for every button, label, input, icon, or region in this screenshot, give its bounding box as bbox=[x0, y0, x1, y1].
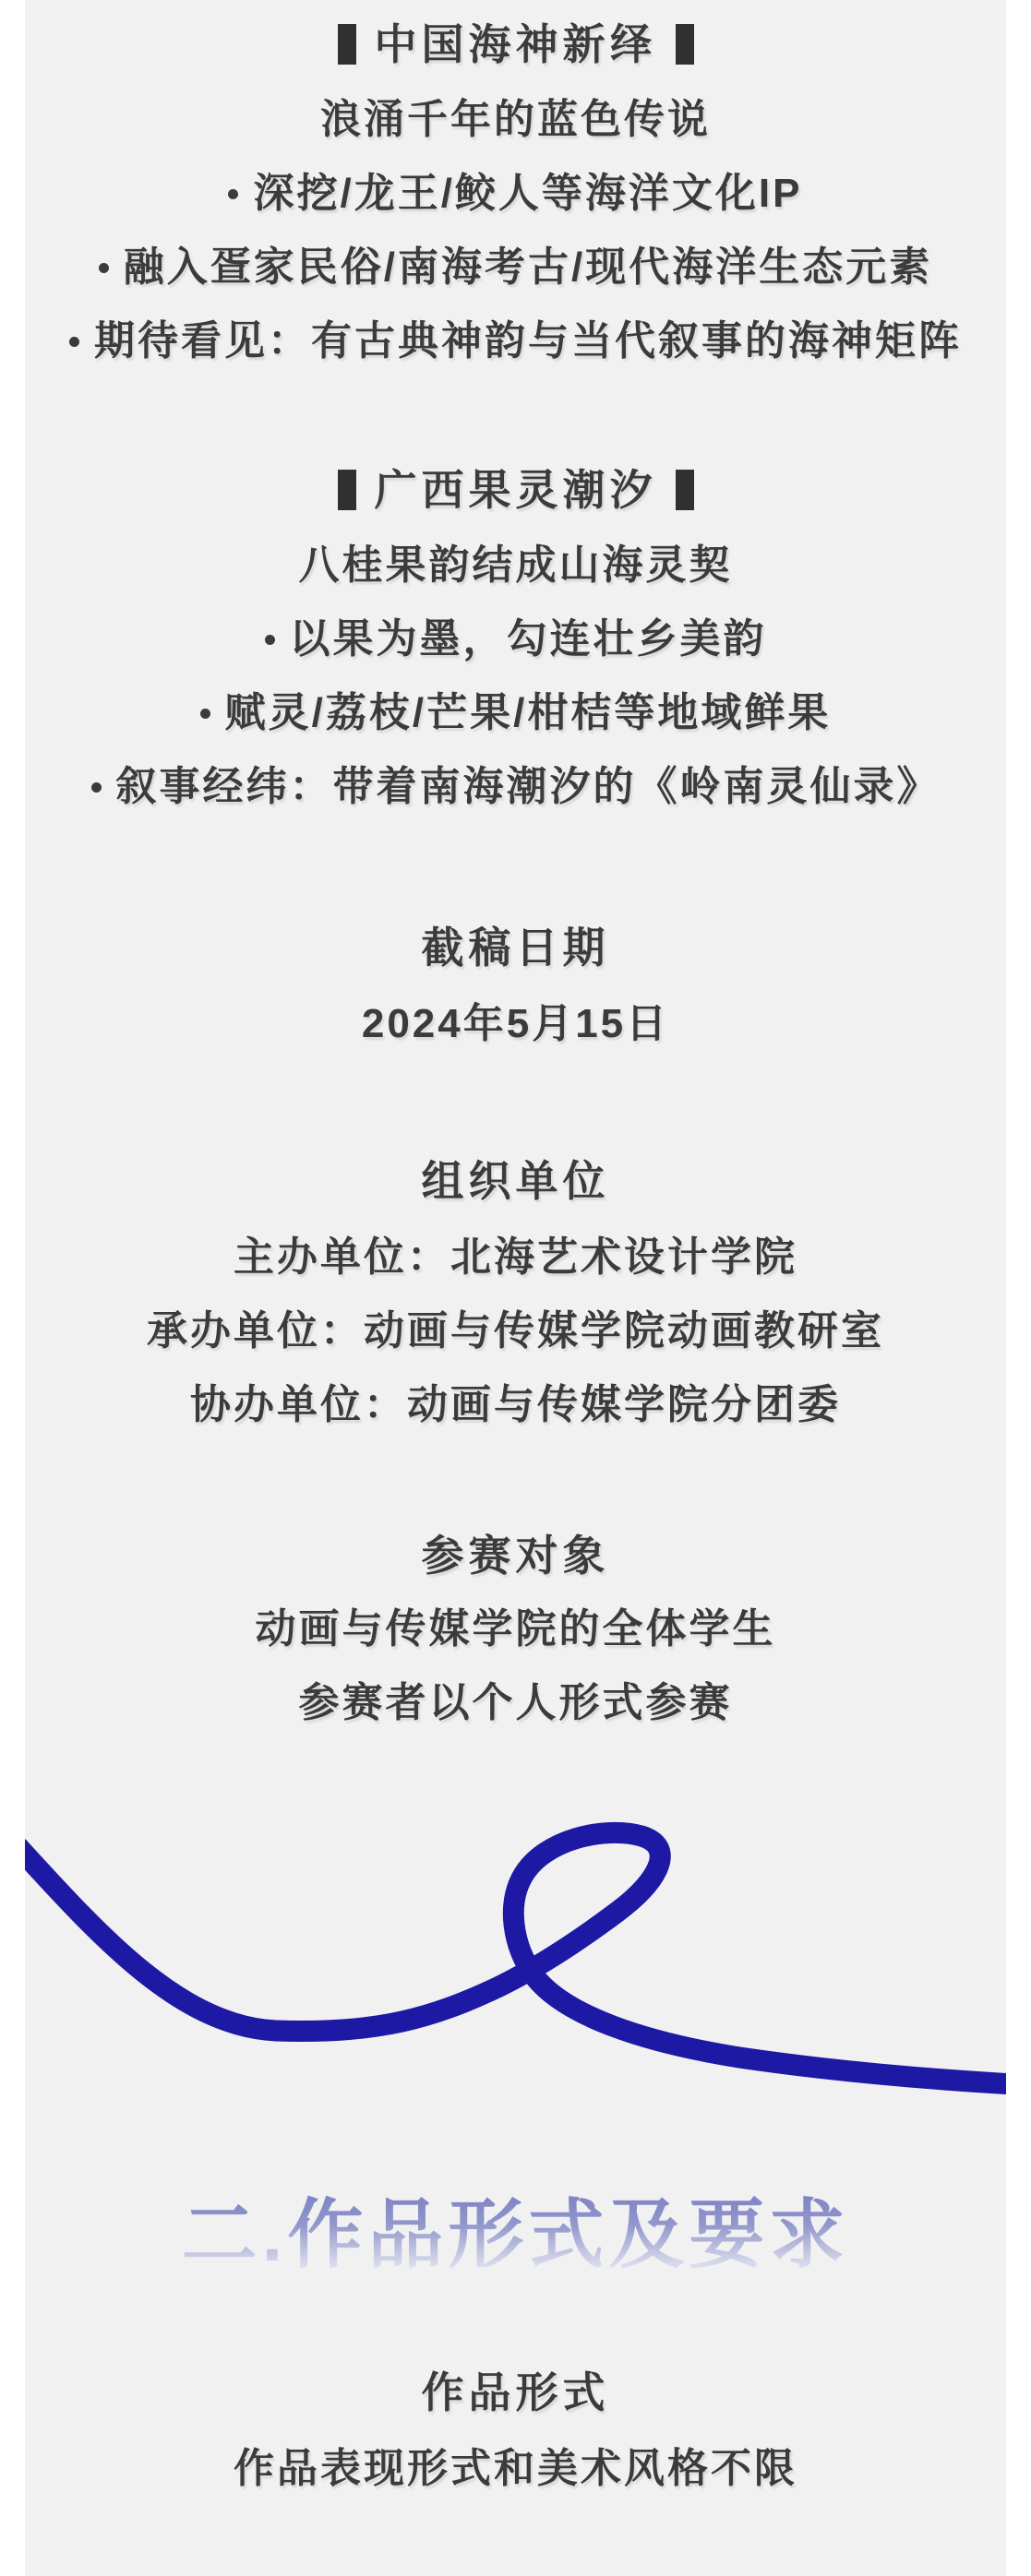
theme-bullet bbox=[25, 318, 1006, 364]
work-form-line: 作品表现形式和美术风格不限 bbox=[234, 2446, 797, 2491]
participant-line: 动画与传媒学院的全体学生 bbox=[255, 1606, 776, 1652]
organizer-undertaker: 承办单位：动画与传媒学院动画教研室 bbox=[147, 1308, 884, 1354]
bullet-icon bbox=[69, 337, 79, 347]
theme-bullet bbox=[25, 764, 1006, 810]
bullet-icon bbox=[200, 709, 210, 719]
organizer-heading: 组织单位 bbox=[421, 1157, 610, 1205]
bullet-text: 以果为墨，勾连壮乡美韵 bbox=[289, 616, 767, 662]
header-bar-icon bbox=[338, 24, 356, 65]
section-header-china-sea-god bbox=[25, 0, 1006, 67]
participant-line: 参赛者以个人形式参赛 bbox=[298, 1680, 733, 1725]
theme-subtitle: 浪涌千年的蓝色传说 bbox=[320, 97, 711, 142]
theme-subtitle: 八桂果韵结成山海灵契 bbox=[298, 543, 733, 588]
section-header-label: 中国海神新绎 bbox=[374, 20, 657, 68]
bullet-text: 赋灵/荔枝/芒果/柑桔等地域鲜果 bbox=[224, 690, 832, 735]
section-header-guangxi-fruit bbox=[25, 467, 1006, 513]
organizer-host: 主办单位：北海艺术设计学院 bbox=[234, 1234, 797, 1280]
curve-divider bbox=[25, 1802, 1006, 2097]
theme-bullet bbox=[25, 690, 1006, 736]
bullet-icon bbox=[99, 263, 109, 273]
bullet-text: 深挖/龙王/鲛人等海洋文化IP bbox=[253, 171, 803, 216]
part-title: 二.作品形式及要求 bbox=[25, 2191, 1006, 2280]
deadline-date: 2024年5月15日 bbox=[361, 1001, 670, 1046]
work-form-heading: 作品形式 bbox=[421, 2368, 610, 2416]
organizer-coorganizer: 协办单位：动画与传媒学院分团委 bbox=[190, 1382, 841, 1427]
header-bar-icon bbox=[338, 470, 356, 510]
bullet-icon bbox=[265, 635, 275, 645]
participant-heading: 参赛对象 bbox=[421, 1532, 610, 1580]
section-header-label: 广西果灵潮汐 bbox=[374, 466, 657, 514]
bullet-icon bbox=[91, 782, 102, 793]
bullet-text: 期待看见：有古典神韵与当代叙事的海神矩阵 bbox=[94, 318, 962, 364]
curve-divider-path bbox=[25, 1832, 1006, 2084]
bullet-text: 叙事经纬：带着南海潮汐的《岭南灵仙录》 bbox=[115, 764, 941, 809]
deadline-heading: 截稿日期 bbox=[421, 924, 610, 972]
theme-bullet bbox=[25, 244, 1006, 291]
bullet-icon bbox=[228, 189, 238, 199]
theme-bullet bbox=[25, 171, 1006, 217]
header-bar-icon bbox=[676, 24, 694, 65]
bullet-text: 融入疍家民俗/南海考古/现代海洋生态元素 bbox=[123, 244, 933, 290]
header-bar-icon bbox=[676, 470, 694, 510]
poster-panel bbox=[25, 0, 1006, 2576]
theme-bullet bbox=[25, 616, 1006, 662]
